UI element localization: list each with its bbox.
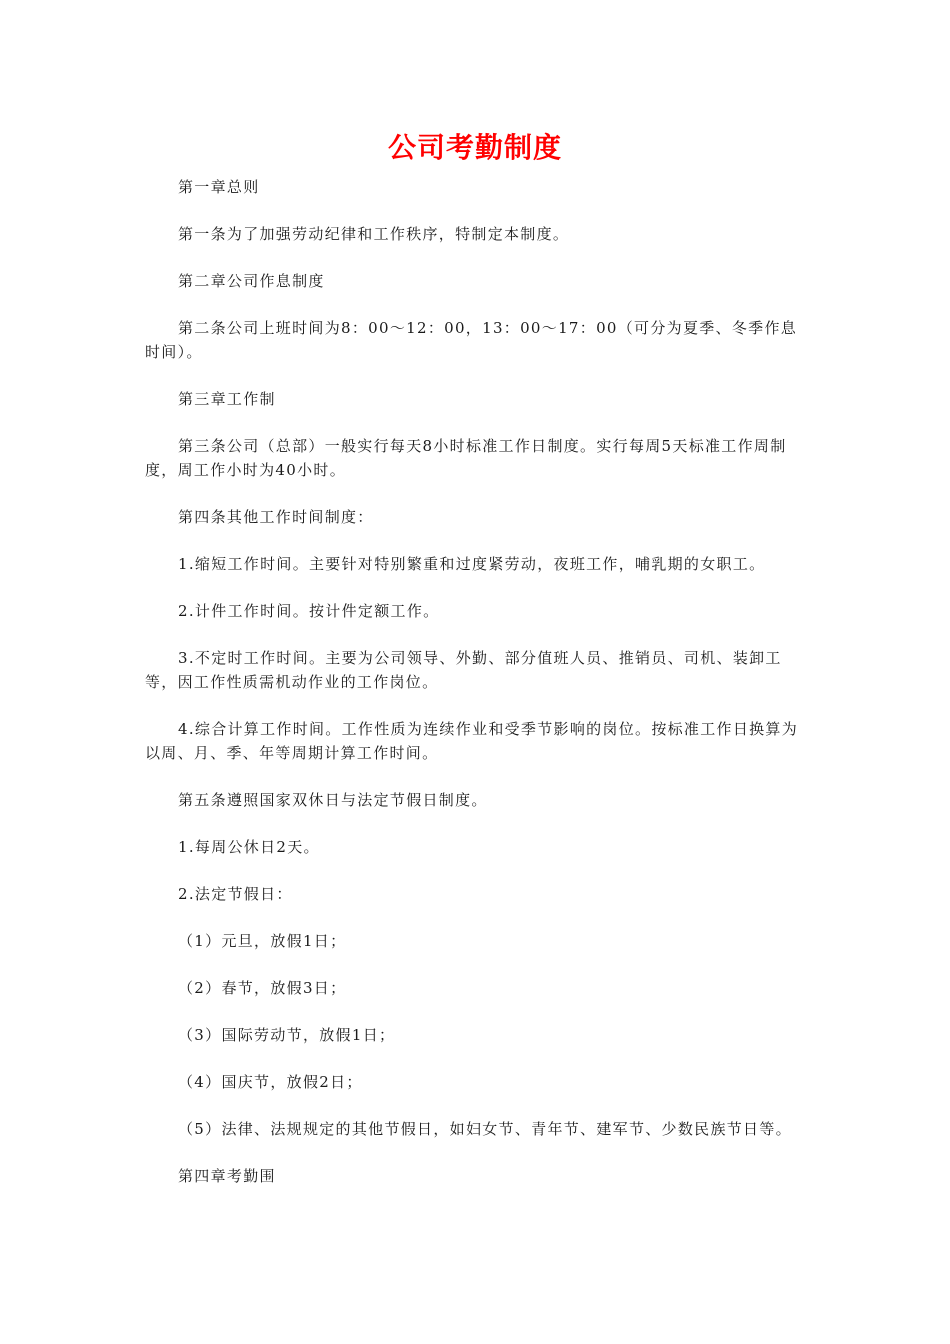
chapter-4-heading: 第四章考勤围 <box>178 1167 276 1185</box>
article-4-item-4: 4.综合计算工作时间。工作性质为连续作业和受季节影响的岗位。按标准工作日换算为以周、月、季、年等周期计算工作时间。 <box>145 720 799 762</box>
article-2: 第二条公司上班时间为8：00～12：00，13：00～17：00（可分为夏季、冬季作息时间）。 <box>145 319 798 361</box>
chapter-3-heading: 第三章工作制 <box>178 390 276 408</box>
article-4-item-2: 2.计件工作时间。按计件定额工作。 <box>178 602 440 620</box>
holiday-item-3: （3）国际劳动节，放假1日； <box>178 1026 396 1044</box>
article-4: 第四条其他工作时间制度： <box>178 508 374 526</box>
chapter-2-heading: 第二章公司作息制度 <box>178 272 325 290</box>
article-5-item-2: 2.法定节假日： <box>178 885 293 903</box>
article-3: 第三条公司（总部）一般实行每天8小时标准工作日制度。实行每周5天标准工作周制度，周工作小时为40小时。 <box>145 437 787 479</box>
article-1: 第一条为了加强劳动纪律和工作秩序，特制定本制度。 <box>178 225 570 243</box>
document-title: 公司考勤制度 <box>387 131 562 164</box>
article-4-item-1: 1.缩短工作时间。主要针对特别繁重和过度紧劳动，夜班工作，哺乳期的女职工。 <box>178 555 766 573</box>
document-body <box>145 175 805 1211</box>
holiday-item-1: （1）元旦，放假1日； <box>178 932 347 950</box>
article-4-item-3: 3.不定时工作时间。主要为公司领导、外勤、部分值班人员、推销员、司机、装卸工等，因工作性质需机动作业的工作岗位。 <box>145 649 782 691</box>
chapter-1-heading: 第一章总则 <box>178 178 260 196</box>
holiday-item-4: （4）国庆节，放假2日； <box>178 1073 363 1091</box>
article-5-item-1: 1.每周公休日2天。 <box>178 838 320 856</box>
article-5: 第五条遵照国家双休日与法定节假日制度。 <box>178 791 488 809</box>
holiday-item-2: （2）春节，放假3日； <box>178 979 347 997</box>
holiday-item-5: （5）法律、法规规定的其他节假日，如妇女节、青年节、建军节、少数民族节日等。 <box>178 1120 792 1138</box>
